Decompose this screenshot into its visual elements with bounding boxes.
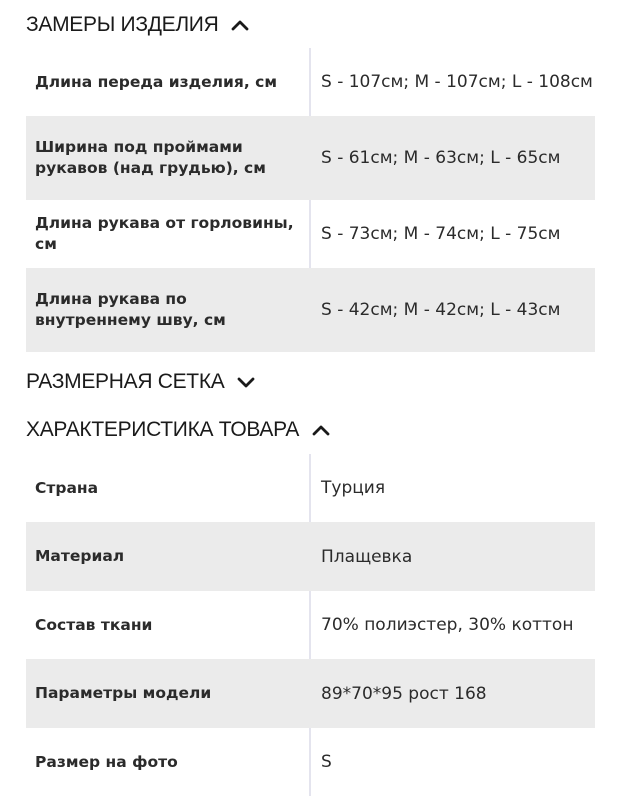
table-row bbox=[26, 268, 595, 352]
size-chart-section-toggle[interactable] bbox=[26, 367, 256, 397]
spec-label: Страна bbox=[26, 454, 311, 522]
chevron-down-icon bbox=[236, 372, 256, 392]
table-row bbox=[26, 659, 595, 728]
chevron-up-icon bbox=[230, 15, 250, 35]
spec-value: S - 61см; M - 63см; L - 65см bbox=[321, 148, 561, 168]
spec-value: S - 73см; M - 74см; L - 75см bbox=[321, 224, 561, 244]
spec-label: Материал bbox=[26, 522, 311, 591]
spec-value: Турция bbox=[321, 478, 386, 498]
table-row bbox=[26, 591, 595, 659]
spec-value: 89*70*95 рост 168 bbox=[321, 683, 487, 704]
spec-value: S - 42см; M - 42см; L - 43см bbox=[321, 300, 561, 320]
spec-label: Длина переда изделия, см bbox=[26, 48, 311, 116]
chevron-up-icon bbox=[311, 420, 331, 440]
characteristics-section-toggle[interactable] bbox=[26, 415, 331, 445]
table-row bbox=[26, 454, 595, 522]
table-row bbox=[26, 48, 595, 116]
table-row bbox=[26, 200, 595, 268]
characteristics-table bbox=[26, 454, 595, 796]
measurements-section-title: ЗАМЕРЫ ИЗДЕЛИЯ bbox=[26, 13, 219, 36]
spec-value: S - 107см; M - 107см; L - 108см bbox=[321, 72, 593, 92]
measurements-table bbox=[26, 48, 595, 352]
table-row bbox=[26, 116, 595, 200]
spec-value: 70% полиэстер, 30% коттон bbox=[321, 615, 574, 635]
spec-value: S bbox=[321, 752, 332, 772]
size-chart-section-title: РАЗМЕРНАЯ СЕТКА bbox=[26, 370, 225, 393]
measurements-section-toggle[interactable] bbox=[26, 10, 250, 40]
spec-label: Состав ткани bbox=[26, 591, 311, 659]
spec-label: Размер на фото bbox=[26, 728, 311, 796]
table-row bbox=[26, 728, 595, 796]
spec-label: Параметры модели bbox=[26, 659, 311, 728]
spec-label: Длина рукава по внутреннему шву, см bbox=[26, 268, 311, 352]
spec-label: Длина рукава от горловины, см bbox=[26, 200, 311, 268]
spec-value: Плащевка bbox=[321, 546, 413, 567]
table-row bbox=[26, 522, 595, 591]
characteristics-section-title: ХАРАКТЕРИСТИКА ТОВАРА bbox=[26, 418, 300, 441]
spec-label: Ширина под проймами рукавов (над грудью), см bbox=[26, 116, 311, 200]
